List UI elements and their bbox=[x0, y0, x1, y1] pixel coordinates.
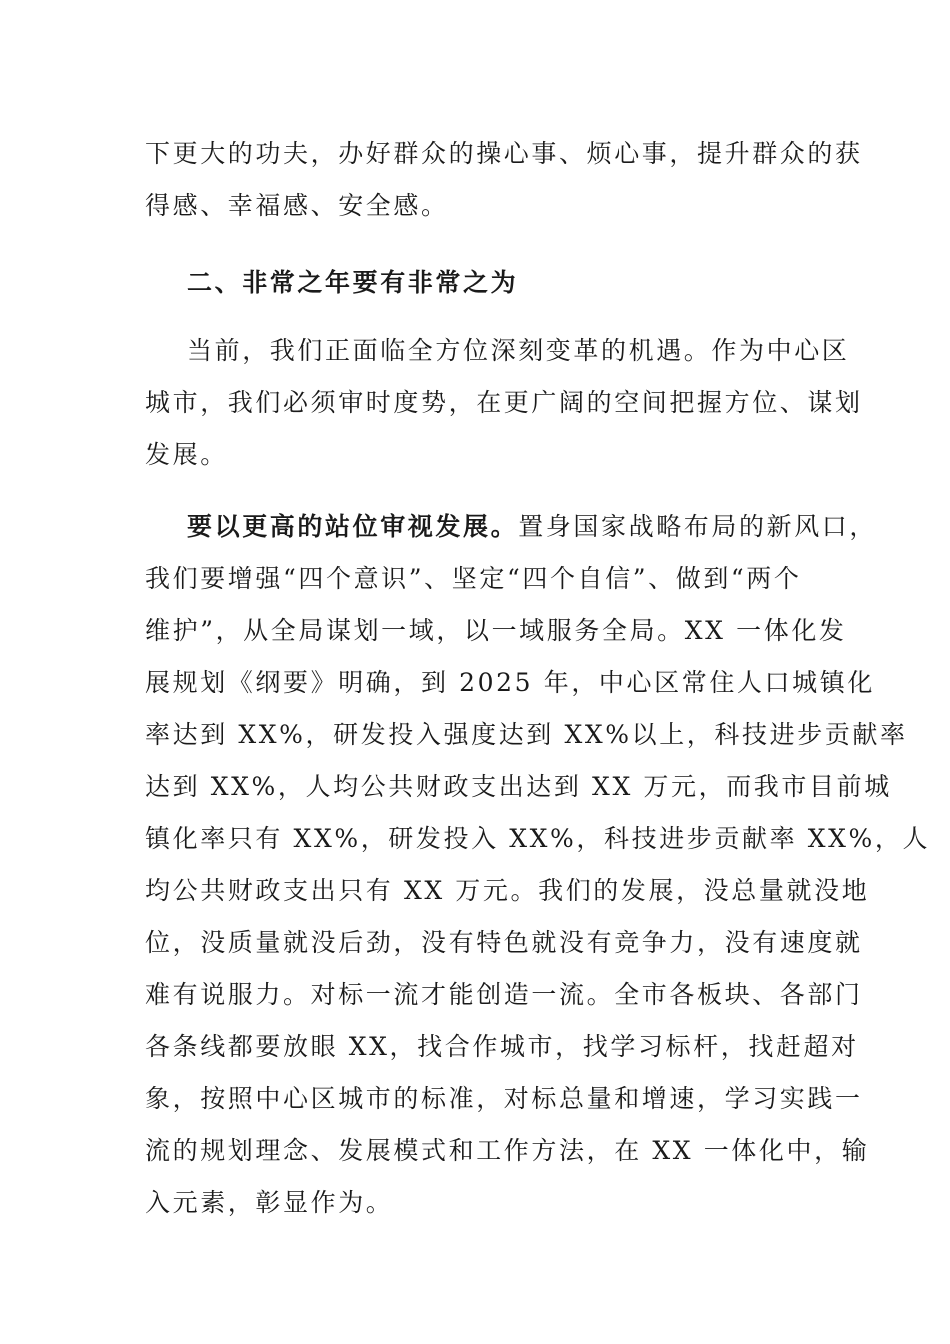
section-heading-text: 二、非常之年要有非常之为 bbox=[187, 268, 519, 297]
text-line: 象，按照中心区城市的标准，对标总量和增速，学习实践一 bbox=[145, 1084, 863, 1113]
paragraph-main bbox=[145, 501, 931, 1229]
text-line: 得感、幸福感、安全感。 bbox=[145, 191, 449, 220]
text-line: 下更大的功夫，办好群众的操心事、烦心事，提升群众的获 bbox=[145, 139, 863, 168]
text-line: 维护”，从全局谋划一域，以一域服务全局。XX 一体化发 bbox=[145, 616, 847, 645]
paragraph-first-line-rest: 置身国家战略布局的新风口， bbox=[518, 512, 878, 541]
text-line: 展规划《纲要》明确，到 2025 年，中心区常住人口城镇化 bbox=[145, 668, 875, 697]
text-line: 入元素，彰显作为。 bbox=[145, 1188, 394, 1217]
text-line: 各条线都要放眼 XX，找合作城市，找学习标杆，找赶超对 bbox=[145, 1032, 859, 1061]
paragraph-first-line bbox=[145, 501, 878, 553]
text-line: 我们要增强“四个意识”、坚定“四个自信”、做到“两个 bbox=[145, 564, 802, 593]
text-line: 达到 XX%，人均公共财政支出达到 XX 万元，而我市目前城 bbox=[145, 772, 892, 801]
section-heading bbox=[145, 257, 807, 309]
text-line: 率达到 XX%，研发投入强度达到 XX%以上，科技进步贡献率 bbox=[145, 720, 908, 749]
text-line: 均公共财政支出只有 XX 万元。我们的发展，没总量就没地 bbox=[145, 876, 870, 905]
text-line: 当前，我们正面临全方位深刻变革的机遇。作为中心区 bbox=[187, 336, 850, 365]
text-line: 位，没质量就没后劲，没有特色就没有竞争力，没有速度就 bbox=[145, 928, 863, 957]
text-line: 难有说服力。对标一流才能创造一流。全市各板块、各部门 bbox=[145, 980, 863, 1009]
document-page bbox=[145, 128, 931, 1229]
text-line: 城市，我们必须审时度势，在更广阔的空间把握方位、谋划 bbox=[145, 388, 863, 417]
text-line: 镇化率只有 XX%，研发投入 XX%，科技进步贡献率 XX%，人 bbox=[145, 824, 931, 853]
paragraph-lead-bold: 要以更高的站位审视发展。 bbox=[187, 512, 519, 541]
text-line: 发展。 bbox=[145, 440, 228, 469]
paragraph-intro bbox=[145, 325, 863, 481]
text-line: 流的规划理念、发展模式和工作方法，在 XX 一体化中，输 bbox=[145, 1136, 870, 1165]
paragraph-continued bbox=[145, 128, 863, 232]
